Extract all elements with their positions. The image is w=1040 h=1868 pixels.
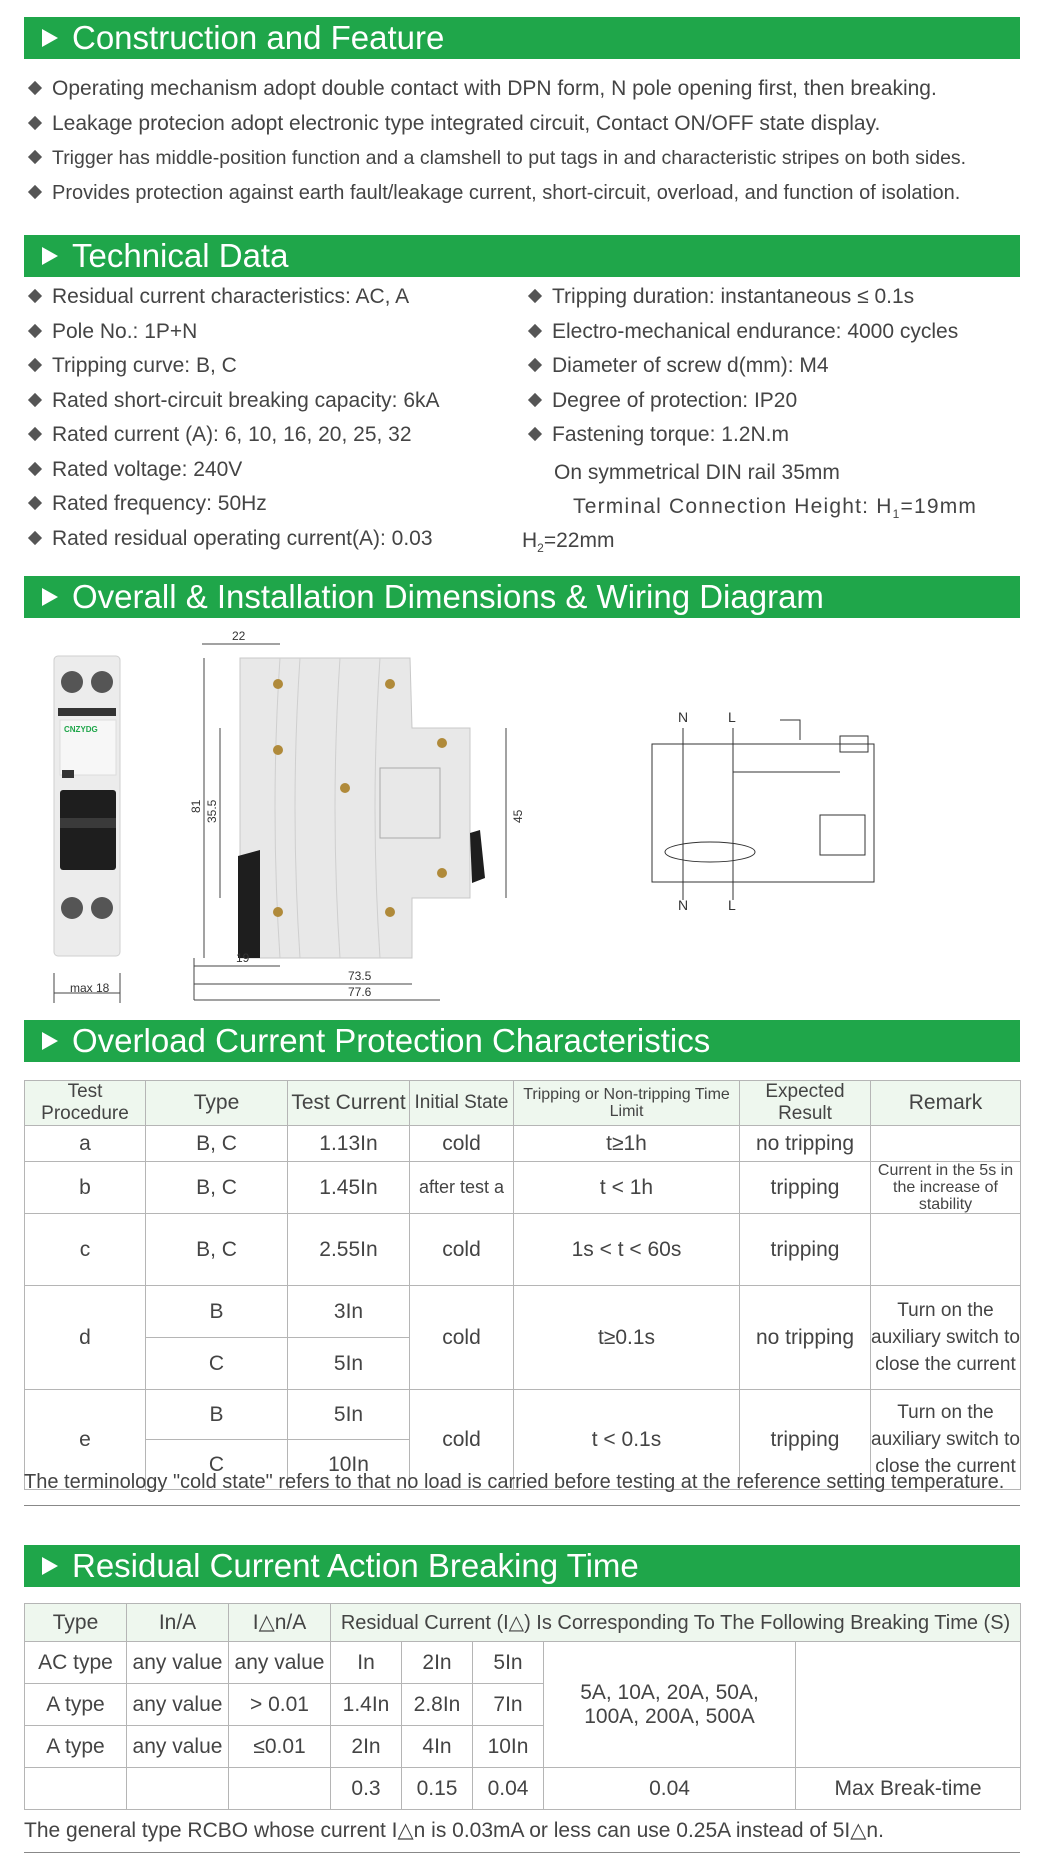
section-header-dimensions — [24, 576, 1020, 618]
diamond-bullet-icon — [28, 462, 42, 476]
diamond-bullet-icon — [28, 496, 42, 510]
diamond-bullet-icon — [28, 427, 42, 441]
section-header-technical — [24, 235, 1020, 277]
table-row: C 10In — [25, 1440, 1021, 1490]
col-header: In/A — [127, 1604, 229, 1642]
diamond-bullet-icon — [28, 81, 42, 95]
table-row: c B, C 2.55In cold 1s < t < 60s tripping — [25, 1214, 1021, 1286]
construction-list — [26, 72, 966, 210]
diamond-bullet-icon — [28, 116, 42, 130]
din-rail-text: On symmetrical DIN rail 35mm — [554, 461, 840, 484]
diamond-bullet-icon — [528, 289, 542, 303]
section-title: Overload Current Protection Characteristics — [72, 1022, 711, 1059]
dim-35-5: 35.5 — [205, 799, 219, 823]
dim-45: 45 — [511, 809, 525, 823]
wiring-diagram — [640, 700, 900, 930]
list-item: Provides protection against earth fault/leakage current, short-circuit, overload, and function of isolation. — [26, 176, 966, 211]
technical-list-left — [26, 280, 440, 556]
col-header: Type — [146, 1081, 288, 1126]
list-item: Rated short-circuit breaking capacity: 6kA — [26, 384, 440, 419]
section-title: Technical Data — [72, 237, 289, 274]
dim-81: 81 — [189, 799, 203, 813]
n-top-label: N — [678, 709, 689, 725]
technical-list-right — [526, 280, 958, 453]
l-bottom-label: L — [728, 897, 736, 913]
list-item: Rated voltage: 240V — [26, 453, 440, 488]
col-header: Remark — [871, 1081, 1021, 1126]
dim-77-6: 77.6 — [348, 985, 372, 999]
residual-note: The general type RCBO whose current I△n is 0.03mA or less can use 0.25A instead of 5I△n. — [24, 1819, 884, 1842]
list-item: Operating mechanism adopt double contact with DPN form, N pole opening first, then breaking. — [26, 72, 966, 107]
diamond-bullet-icon — [528, 358, 542, 372]
table-header-row — [25, 1604, 1021, 1642]
list-item: Rated frequency: 50Hz — [26, 487, 440, 522]
col-header: Initial State — [410, 1081, 514, 1126]
table-row: C 5In — [25, 1338, 1021, 1390]
brand-label: CNZYDG — [64, 725, 98, 734]
divider — [24, 1852, 1020, 1853]
section-header-residual — [24, 1545, 1020, 1587]
col-header: Expected Result — [740, 1081, 871, 1126]
overload-table — [24, 1080, 1021, 1490]
triangle-icon — [42, 1557, 58, 1575]
divider — [24, 1505, 1020, 1506]
col-header: Test Current — [288, 1081, 410, 1126]
terminal-height-text: Terminal Connection Height: $H_1=19mm$ — [573, 495, 978, 522]
diamond-bullet-icon — [528, 393, 542, 407]
list-item: Rated current (A): 6, 10, 16, 20, 25, 32 — [26, 418, 440, 453]
list-item: Rated residual operating current(A): 0.03 — [26, 522, 440, 557]
n-bottom-label: N — [678, 897, 689, 913]
dim-22: 22 — [232, 629, 246, 643]
list-item: Pole No.: 1P+N — [26, 315, 440, 350]
diamond-bullet-icon — [28, 150, 42, 164]
table-header-row — [25, 1081, 1021, 1126]
diamond-bullet-icon — [28, 531, 42, 545]
col-header: Residual Current (I△) Is Corresponding To The Following Breaking Time (S) — [331, 1604, 1021, 1642]
table-row: a B, C 1.13In cold t≥1h no tripping — [25, 1126, 1021, 1162]
list-item: Trigger has middle-position function and a clamshell to put tags in and characteristic stripes on both sides. — [26, 141, 966, 176]
triangle-icon — [42, 588, 58, 606]
dim-19: 19 — [236, 951, 250, 965]
dim-73-5: 73.5 — [348, 969, 372, 983]
section-title: Overall & Installation Dimensions & Wiring Diagram — [72, 578, 824, 615]
overload-note: The terminology "cold state" refers to that no load is carried before testing at the reference setting temperature. — [24, 1471, 1005, 1493]
max-width-label: max 18 — [70, 981, 110, 995]
diamond-bullet-icon — [528, 324, 542, 338]
section-header-construction — [24, 17, 1020, 59]
list-item: Tripping duration: instantaneous ≤ 0.1s — [526, 280, 958, 315]
diamond-bullet-icon — [28, 324, 42, 338]
list-item: Fastening torque: 1.2N.m — [526, 418, 958, 453]
device-front-view — [44, 648, 134, 1008]
diamond-bullet-icon — [28, 358, 42, 372]
residual-table — [24, 1603, 1021, 1810]
col-header: Type — [25, 1604, 127, 1642]
diamond-bullet-icon — [528, 427, 542, 441]
list-item: Residual current characteristics: AC, A — [26, 280, 440, 315]
device-side-view — [180, 628, 540, 1008]
table-row: A type any value ≤0.01 2In 4In 10In — [25, 1726, 1021, 1768]
col-header: I△n/A — [229, 1604, 331, 1642]
section-title: Construction and Feature — [72, 19, 445, 56]
terminal-h2-text: $H_2=22mm$ — [522, 529, 615, 556]
list-item: Electro-mechanical endurance: 4000 cycles — [526, 315, 958, 350]
table-row: d B 3In cold t≥0.1s no tripping Turn on the auxiliary switch to close the current — [25, 1286, 1021, 1338]
diamond-bullet-icon — [28, 185, 42, 199]
section-title: Residual Current Action Breaking Time — [72, 1547, 639, 1584]
table-row: A type any value > 0.01 1.4In 2.8In 7In — [25, 1684, 1021, 1726]
table-row: 0.3 0.15 0.04 0.04 Max Break-time — [25, 1768, 1021, 1810]
list-item: Degree of protection: IP20 — [526, 384, 958, 419]
col-header: Tripping or Non-tripping Time Limit — [514, 1081, 740, 1126]
list-item: Tripping curve: B, C — [26, 349, 440, 384]
table-row: e B 5In cold t < 0.1s tripping Turn on the auxiliary switch to close the current — [25, 1390, 1021, 1440]
triangle-icon — [42, 29, 58, 47]
diamond-bullet-icon — [28, 393, 42, 407]
list-item: Leakage protecion adopt electronic type integrated circuit, Contact ON/OFF state display. — [26, 107, 966, 142]
section-header-overload — [24, 1020, 1020, 1062]
list-item: Diameter of screw d(mm): M4 — [526, 349, 958, 384]
table-row: AC type any value any value In 2In 5In 5A, 10A, 20A, 50A, 100A, 200A, 500A — [25, 1642, 1021, 1684]
diamond-bullet-icon — [28, 289, 42, 303]
triangle-icon — [42, 1032, 58, 1050]
col-header: Test Procedure — [25, 1081, 146, 1126]
table-row: b B, C 1.45In after test a t < 1h tripping Current in the 5s in the increase of stability — [25, 1162, 1021, 1214]
triangle-icon — [42, 247, 58, 265]
l-top-label: L — [728, 709, 736, 725]
